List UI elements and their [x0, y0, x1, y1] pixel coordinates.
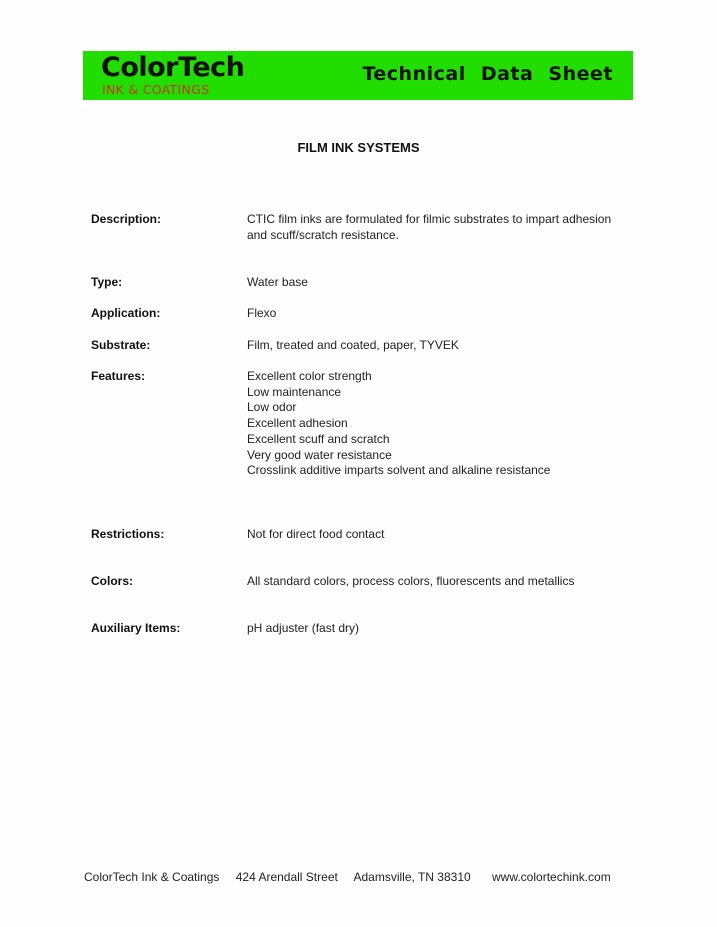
auxiliary-value: pH adjuster (fast dry): [247, 621, 360, 635]
description-line: CTIC film inks are formulated for filmic substrates to impart adhesion: [247, 212, 612, 226]
feature-item: Low maintenance: [247, 384, 342, 399]
footer-street: 424 Arendall Street: [235, 870, 338, 884]
sheet-title: Technical Data Sheet: [362, 63, 613, 85]
feature-item: Very good water resistance: [247, 447, 392, 462]
features-list: [247, 369, 627, 479]
application-value: Flexo: [247, 306, 277, 320]
description-line: and scuff/scratch resistance.: [247, 227, 399, 242]
footer: [84, 870, 624, 884]
footer-website[interactable]: www.colortechink.com: [492, 870, 611, 884]
colors-label: Colors:: [91, 574, 133, 588]
feature-item: Excellent color strength: [247, 369, 372, 383]
description-value: [247, 212, 627, 243]
feature-item: Crosslink additive imparts solvent and alkaline resistance: [247, 463, 551, 478]
feature-item: Excellent scuff and scratch: [247, 431, 390, 446]
application-label: Application:: [91, 306, 161, 320]
feature-item: Low odor: [247, 400, 297, 415]
auxiliary-label: Auxiliary Items:: [91, 621, 181, 635]
header-band: [83, 51, 633, 100]
features-label: Features:: [91, 369, 146, 383]
feature-item: Excellent adhesion: [247, 416, 348, 431]
substrate-label: Substrate:: [91, 338, 151, 352]
type-label: Type:: [91, 275, 123, 289]
footer-company: ColorTech Ink & Coatings: [84, 870, 220, 884]
type-value: Water base: [247, 275, 308, 289]
substrate-value: Film, treated and coated, paper, TYVEK: [247, 338, 459, 352]
description-label: Description:: [91, 212, 162, 226]
document-title: FILM INK SYSTEMS: [297, 140, 420, 155]
colors-value: All standard colors, process colors, fluorescents and metallics: [247, 574, 575, 588]
restrictions-label: Restrictions:: [91, 527, 165, 541]
company-logo: ColorTech: [101, 52, 245, 83]
footer-city: Adamsville, TN 38310: [353, 870, 471, 884]
restrictions-value: Not for direct food contact: [247, 527, 385, 541]
logo-tagline: INK & COATINGS: [102, 82, 210, 97]
